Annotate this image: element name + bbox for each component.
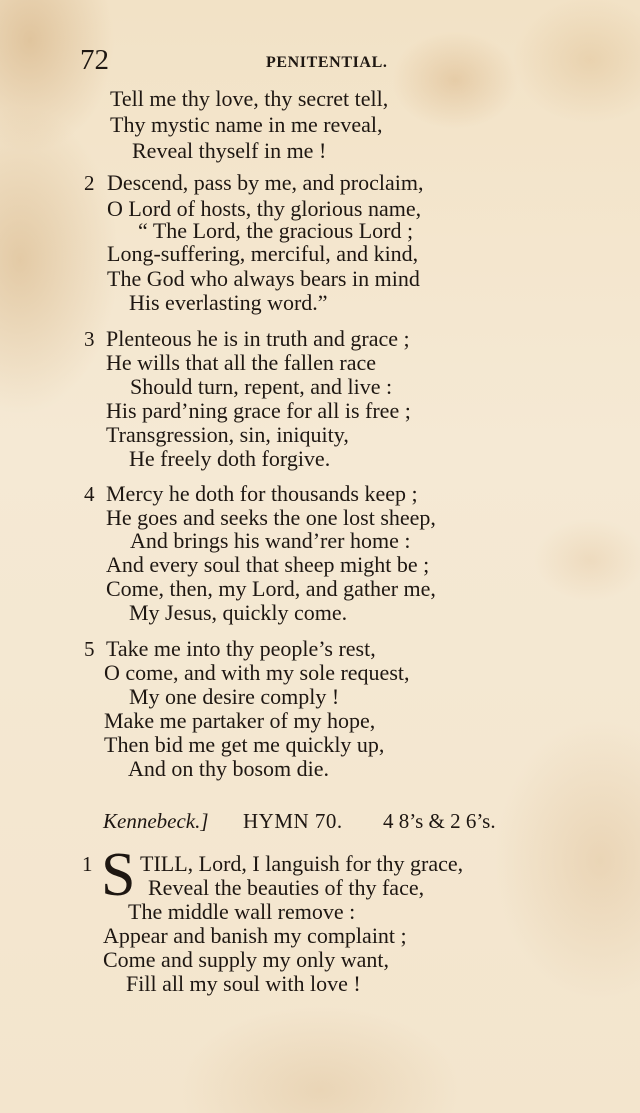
verse-line: Long-suffering, merciful, and kind, xyxy=(107,241,419,266)
verse-line: Fill all my soul with love ! xyxy=(126,971,361,996)
verse-line: Thy mystic name in me reveal, xyxy=(110,112,383,137)
verse-line: TILL, Lord, I languish for thy grace, xyxy=(140,851,464,876)
verse-line: Reveal thyself in me ! xyxy=(132,138,327,163)
verse-line: And every soul that sheep might be ; xyxy=(106,552,430,577)
verse-line: Plenteous he is in truth and grace ; xyxy=(106,326,410,351)
verse-line: He freely doth forgive. xyxy=(129,446,331,471)
verse-line: “ The Lord, the gracious Lord ; xyxy=(138,218,414,243)
verse-line: He wills that all the fallen race xyxy=(106,350,376,375)
verse-line: And brings his wand’rer home : xyxy=(130,528,411,553)
verse-line: Then bid me get me quickly up, xyxy=(104,732,385,757)
tune-name: Kennebeck.] xyxy=(103,809,209,833)
verse-line: Come and supply my only want, xyxy=(103,947,389,972)
verse-line: Transgression, sin, iniquity, xyxy=(106,422,349,447)
verse-line: The God who always bears in mind xyxy=(107,266,420,291)
verse-line: Appear and banish my complaint ; xyxy=(103,923,407,948)
page-number: 72 xyxy=(80,44,109,76)
verse-line: Reveal the beauties of thy face, xyxy=(148,875,425,900)
verse-number: 5 xyxy=(84,637,95,661)
verse-line: His everlasting word.” xyxy=(129,290,328,315)
verse-number: 1 xyxy=(82,852,93,876)
hymn-heading xyxy=(103,808,496,834)
drop-cap: S xyxy=(101,841,136,909)
verse-number: 4 xyxy=(84,482,95,506)
verse-line: My Jesus, quickly come. xyxy=(129,600,348,625)
verse-line: O come, and with my sole request, xyxy=(104,660,410,685)
page-header xyxy=(80,42,540,78)
verse-number: 3 xyxy=(84,327,95,351)
verse-line: Descend, pass by me, and proclaim, xyxy=(107,170,424,195)
verse-line: And on thy bosom die. xyxy=(128,756,330,781)
verse-line: O Lord of hosts, thy glorious name, xyxy=(107,196,422,221)
running-head: PENITENTIAL. xyxy=(266,54,388,71)
verse-line: His pard’ning grace for all is free ; xyxy=(106,398,411,423)
hymn-meter: 4 8’s & 2 6’s. xyxy=(383,809,496,833)
verse-line: He goes and seeks the one lost sheep, xyxy=(106,505,436,530)
verse-line: Take me into thy people’s rest, xyxy=(106,636,376,661)
verse-line: Come, then, my Lord, and gather me, xyxy=(106,576,436,601)
verse-number: 2 xyxy=(84,171,95,195)
verse-line: Tell me thy love, thy secret tell, xyxy=(110,86,389,111)
verse-line: My one desire comply ! xyxy=(129,684,340,709)
verse-line: Should turn, repent, and live : xyxy=(130,374,393,399)
verse-line: Make me partaker of my hope, xyxy=(104,708,376,733)
verse-line: The middle wall remove : xyxy=(128,899,356,924)
verse-line: Mercy he doth for thousands keep ; xyxy=(106,481,418,506)
hymn-title: HYMN 70. xyxy=(243,809,343,833)
